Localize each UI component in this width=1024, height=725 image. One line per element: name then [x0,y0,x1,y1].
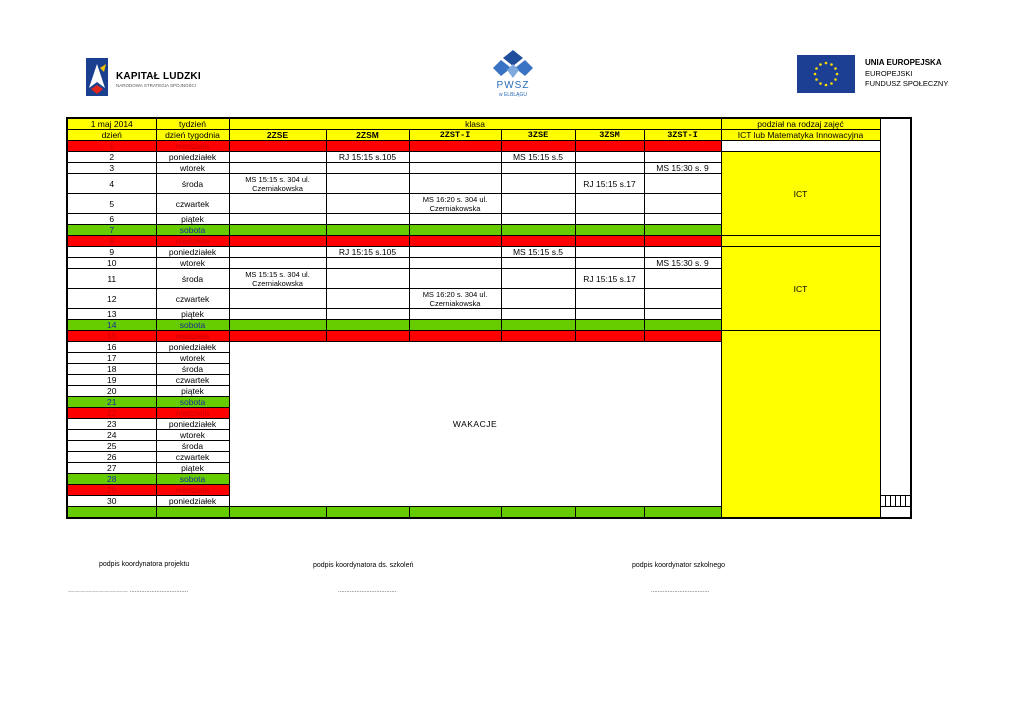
day-name: poniedziałek [156,419,229,430]
day-name: wtorek [156,163,229,174]
day-number: 27 [67,463,156,474]
day-number: 30 [67,496,156,507]
header-weekday: dzień tygodnia [156,130,229,141]
pwsz-title: PWSZ [496,80,530,91]
day-name: czwartek [156,289,229,309]
header-class-2zst: 2ZST-I [409,130,501,141]
day-number: 28 [67,474,156,485]
lesson-cell: MS 16:20 s. 304 ul. Czerniakowska [409,289,501,309]
day-number: 10 [67,258,156,269]
day-name: sobota [156,320,229,331]
kapital-ludzki-title: KAPITAŁ LUDZKI [116,71,201,82]
day-name: poniedziałek [156,152,229,163]
day-number: 7 [67,225,156,236]
day-name: piątek [156,214,229,225]
header-row-1 [67,118,911,130]
day-number: 8 [67,236,156,247]
header-week: tydzień [156,118,229,130]
day-name: poniedziałek [156,342,229,353]
table-row [67,141,911,152]
day-number: 13 [67,309,156,320]
lesson-cell: MS 15:15 s. 304 ul. Czerniakowska [229,174,326,194]
day-name: sobota [156,225,229,236]
day-number: 5 [67,194,156,214]
day-number: 4 [67,174,156,194]
day-name: wtorek [156,430,229,441]
pwsz-subtitle: w ELBLĄGU [498,92,528,98]
vacation-label: WAKACJE [229,342,721,507]
split-cell [721,236,880,247]
day-name: czwartek [156,194,229,214]
day-name: piątek [156,463,229,474]
day-number: 2 [67,152,156,163]
header-split: podział na rodzaj zajęć [721,118,880,130]
signature-line-project: ………………………… ................................... [68,588,189,594]
day-number: 22 [67,408,156,419]
split-ict-week2: ICT [721,247,880,331]
day-number: 14 [67,320,156,331]
header-class: klasa [229,118,721,130]
day-number: 12 [67,289,156,309]
day-name: niedziela [156,408,229,419]
kapital-ludzki-logo [86,58,236,98]
day-name: poniedziałek [156,496,229,507]
eu-line3: FUNDUSZ SPOŁECZNY [865,79,949,88]
lesson-cell: MS 15:15 s.5 [501,152,575,163]
signature-label-training: podpis koordynatora ds. szkoleń [313,562,414,569]
table-row [67,247,911,258]
day-name: wtorek [156,353,229,364]
header-month: 1 maj 2014 [67,118,156,130]
table-row [67,152,911,163]
lesson-cell: RJ 15:15 s.17 [575,174,644,194]
day-name: środa [156,441,229,452]
lesson-cell: RJ 15:15 s.105 [326,247,409,258]
day-name: wtorek [156,258,229,269]
lesson-cell: MS 15:15 s. 304 ul. Czerniakowska [229,269,326,289]
eu-logo [797,55,957,93]
lesson-cell: MS 15:15 s.5 [501,247,575,258]
day-number: 16 [67,342,156,353]
day-number: 1 [67,141,156,152]
lesson-cell: RJ 15:15 s.17 [575,269,644,289]
day-name: poniedziałek [156,247,229,258]
header-class-3zst: 3ZST-I [644,130,721,141]
table-row [67,331,911,342]
day-number: 24 [67,430,156,441]
header-day: dzień [67,130,156,141]
table-row [67,236,911,247]
kapital-ludzki-subtitle: NARODOWA STRATEGIA SPÓJNOŚCI [116,83,197,88]
signature-line-school: ................................... [651,588,710,594]
header-class-2zse: 2ZSE [229,130,326,141]
day-number: 20 [67,386,156,397]
signature-label-school: podpis koordynator szkolnego [632,562,726,569]
day-name: piątek [156,386,229,397]
day-name: niedziela [156,236,229,247]
lesson-cell: MS 15:30 s. 9 [644,258,721,269]
header-split-type: ICT lub Matematyka Innowacyjna [721,130,880,141]
day-name: sobota [156,474,229,485]
day-name: niedziela [156,141,229,152]
split-cell-vacation [721,331,880,519]
day-name: środa [156,269,229,289]
day-name: czwartek [156,452,229,463]
header-class-2zsm: 2ZSM [326,130,409,141]
header-class-3zsm: 3ZSM [575,130,644,141]
day-number: 25 [67,441,156,452]
day-name: niedziela [156,331,229,342]
day-name: środa [156,174,229,194]
day-number: 21 [67,397,156,408]
day-number: 9 [67,247,156,258]
day-name: sobota [156,397,229,408]
day-number: 11 [67,269,156,289]
signature-line-training: ................................... [338,588,397,594]
day-name: piątek [156,309,229,320]
kapital-ludzki-mark-icon [86,58,108,96]
signature-label-project: podpis koordynatora projektu [99,561,190,568]
day-number: 23 [67,419,156,430]
day-number: 6 [67,214,156,225]
day-number: 15 [67,331,156,342]
eu-line2: EUROPEJSKI [865,69,913,78]
day-name: czwartek [156,375,229,386]
eu-title: UNIA EUROPEJSKA [865,58,942,67]
lesson-cell: MS 16:20 s. 304 ul. Czerniakowska [409,194,501,214]
day-name: środa [156,364,229,375]
day-number: 29 [67,485,156,496]
header-class-3zse: 3ZSE [501,130,575,141]
eu-flag-icon [797,55,855,93]
pwsz-mark-icon [487,48,539,80]
header-row-2 [67,130,911,141]
day-name: niedziela [156,485,229,496]
day-number: 17 [67,353,156,364]
lesson-cell: RJ 15:15 s.105 [326,152,409,163]
day-number: 18 [67,364,156,375]
lesson-cell: MS 15:30 s. 9 [644,163,721,174]
day-number: 19 [67,375,156,386]
day-number: 26 [67,452,156,463]
split-ict-week1: ICT [721,152,880,236]
schedule-table [66,117,912,519]
day-number: 3 [67,163,156,174]
pwsz-logo [487,48,539,100]
split-cell [721,141,880,152]
